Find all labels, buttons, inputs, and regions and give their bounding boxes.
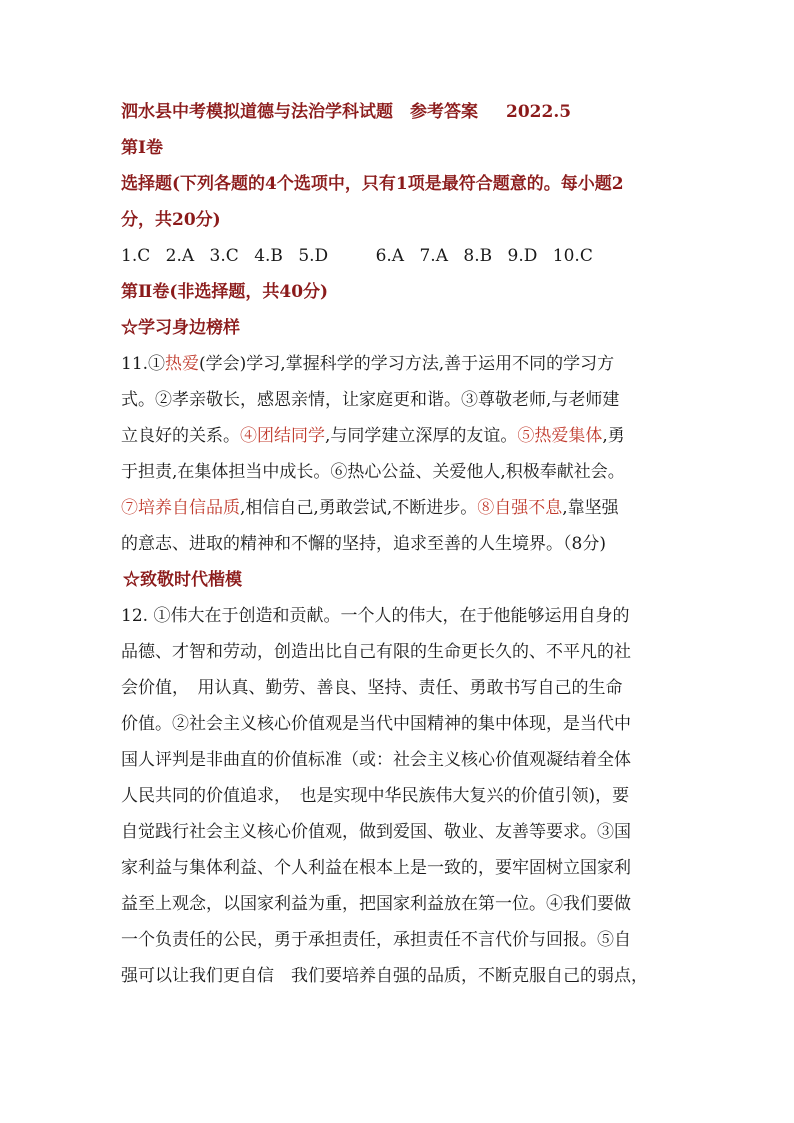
answer-item: 8.B — [463, 246, 493, 266]
q11-line4: 于担责,在集体担当中成长。⑥热心公益、关爱他人,积极奉献社会。 — [121, 462, 625, 482]
q11-highlight: ⑧自强不息 — [477, 498, 563, 518]
answer-key-content — [121, 94, 681, 994]
part1-instruction-line2: 分，共20分) — [121, 210, 221, 230]
q12-line4: 价值。②社会主义核心价值观是当代中国精神的集中体现，是当代中 — [121, 714, 631, 734]
choice-answers — [121, 238, 681, 274]
q11-line2: 式。②孝亲敬长，感恩亲情，让家庭更和谐。③尊敬老师,与老师建 — [121, 390, 620, 410]
q11-text: ,靠坚强 — [562, 498, 619, 518]
part2-heading: 第Ⅱ卷(非选择题，共40分) — [121, 282, 329, 302]
q11-text: ,与同学建立深厚的友谊。 — [325, 426, 518, 446]
answer-item: 1.C — [121, 246, 151, 266]
q12-line1: 12. ①伟大在于创造和贡献。一个人的伟大，在于他能够运用自身的 — [121, 606, 630, 626]
q11-line5 — [121, 490, 681, 526]
q11-line1 — [121, 346, 681, 382]
q12-line9: 益至上观念，以国家利益为重，把国家利益放在第一位。④我们要做 — [121, 894, 631, 914]
section-title-model-workers: ☆致敬时代楷模 — [123, 570, 242, 590]
title-main: 泗水县中考模拟道德与法治学科试题 参考答案 — [121, 102, 478, 122]
q12-line10: 一个负责任的公民，勇于承担责任，承担责任不言代价与回报。⑤自 — [121, 930, 631, 950]
answer-item: 4.B — [254, 246, 283, 266]
q11-text: ,勇 — [602, 426, 625, 446]
answer-item: 2.A — [165, 246, 195, 266]
q12-line2: 品德、才智和劳动，创造出比自己有限的生命更长久的、不平凡的社 — [121, 642, 631, 662]
q12-line6: 人民共同的价值追求， 也是实现中华民族伟大复兴的价值引领)，要 — [121, 786, 630, 806]
answer-item: 10.C — [552, 246, 593, 266]
q11-highlight: ⑦培养自信品质 — [121, 498, 240, 518]
q11-text: 11.① — [121, 354, 166, 374]
title-date: 2022.5 — [506, 102, 572, 122]
q11-line3 — [121, 418, 681, 454]
q11-text: ,相信自己,勇敢尝试,不断进步。 — [240, 498, 478, 518]
q12-line8: 家利益与集体利益、个人利益在根本上是一致的，要牢固树立国家利 — [121, 858, 631, 878]
q11-highlight: ⑤热爱集体 — [517, 426, 603, 446]
q11-text: (学会)学习,掌握科学的学习方法,善于运用不同的学习方 — [199, 354, 615, 374]
q12-line11: 强可以让我们更自信 我们要培养自强的品质，不断克服自己的弱点， — [121, 966, 648, 986]
answer-item: 6.A — [375, 246, 405, 266]
section-title-role-models: ☆学习身边榜样 — [121, 318, 240, 338]
q12-line3: 会价值， 用认真、勤劳、善良、坚持、责任、勇敢书写自己的生命 — [121, 678, 623, 698]
document-title — [121, 94, 681, 130]
answer-item: 3.C — [209, 246, 239, 266]
answer-item: 7.A — [419, 246, 448, 266]
answer-item: 5.D — [298, 246, 329, 266]
q12-line5: 国人评判是非曲直的价值标准（或：社会主义核心价值观凝结着全体 — [121, 750, 631, 770]
q11-highlight: 热爱 — [165, 354, 200, 374]
q11-line6: 的意志、进取的精神和不懈的坚持，追求至善的人生境界。（8分) — [121, 534, 606, 554]
part1-instruction-line1: 选择题(下列各题的4个选项中，只有1项是最符合题意的。每小题2 — [121, 174, 624, 194]
q11-highlight: ④团结同学 — [240, 426, 325, 446]
q12-line7: 自觉践行社会主义核心价值观，做到爱国、敬业、友善等要求。③国 — [121, 822, 631, 842]
answer-item: 9.D — [507, 246, 538, 266]
q11-text: 立良好的关系。 — [121, 426, 240, 446]
part1-heading: 第Ⅰ卷 — [121, 138, 163, 158]
